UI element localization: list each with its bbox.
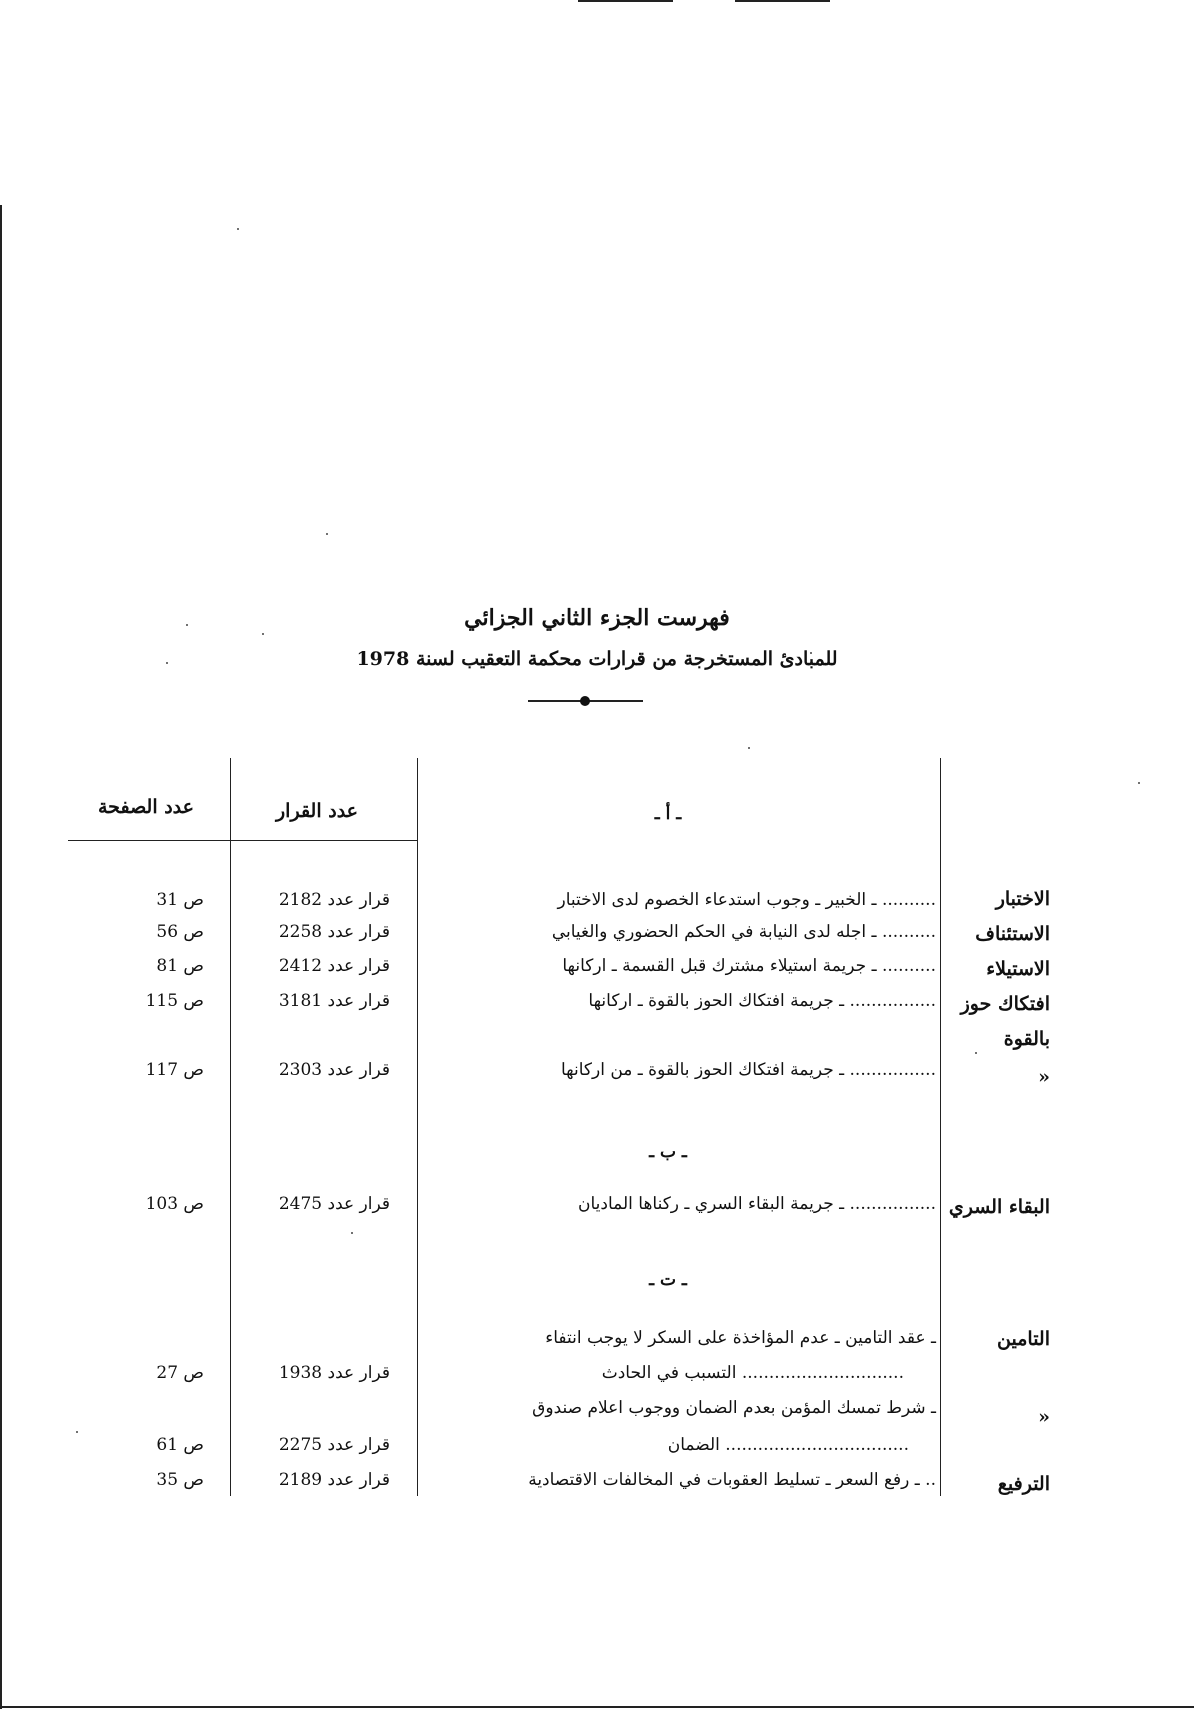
scan-edge-top [578, 0, 673, 2]
entry-subject-continued: الضمان .................................. [667, 1435, 909, 1455]
entry-page: ص 81 [156, 956, 204, 976]
entry-decision: قرار عدد 1938 [278, 1363, 390, 1383]
section-heading-ba: ـ ب ـ [649, 1142, 687, 1162]
entry-page: ص 56 [156, 922, 204, 942]
speck [262, 633, 264, 635]
entry-keyword: الاستيلاء [986, 958, 1050, 980]
entry-subject: ـ جريمة افتكاك الحوز بالقوة ـ من اركانها ................ [560, 1060, 936, 1080]
entry-keyword: الترفيع [997, 1473, 1050, 1495]
entry-decision: قرار عدد 2182 [278, 890, 390, 910]
entry-keyword: » [1038, 1406, 1050, 1428]
entry-decision: قرار عدد 2303 [278, 1060, 390, 1080]
entry-keyword: البقاء السري [948, 1196, 1050, 1218]
speck [76, 1431, 78, 1433]
entry-decision: قرار عدد 2475 [278, 1194, 390, 1214]
page-title: فهرست الجزء الثاني الجزائي [464, 605, 730, 631]
entry-subject: ـ شرط تمسك المؤمن بعدم الضمان ووجوب اعلام صندوق [532, 1398, 936, 1418]
entry-page: ص 31 [156, 890, 204, 910]
entry-page: ص 115 [145, 991, 204, 1011]
entry-keyword: التامين [997, 1328, 1050, 1350]
entry-decision: قرار عدد 2412 [278, 956, 390, 976]
entry-page: ص 61 [156, 1435, 204, 1455]
speck [237, 228, 239, 230]
header-underline [68, 840, 418, 841]
entry-keyword-continued: بالقوة [1003, 1028, 1050, 1050]
section-heading-alif: ـ أ ـ [654, 804, 682, 824]
entry-page: ص 103 [145, 1194, 204, 1214]
entry-subject: ـ جريمة استيلاء مشترك قبل القسمة ـ اركانها .......... [562, 956, 936, 976]
entry-subject: ـ الخبير ـ وجوب استدعاء الخصوم لدى الاختبار .......... [557, 890, 936, 910]
table-rule [230, 758, 231, 1496]
entry-keyword: الاختبار [995, 888, 1050, 910]
scan-edge-bottom [0, 1706, 1194, 1708]
scan-edge-left [0, 205, 2, 1709]
speck [351, 1232, 353, 1234]
entry-page: ص 27 [156, 1363, 204, 1383]
entry-decision: قرار عدد 3181 [278, 991, 390, 1011]
entry-subject: ـ جريمة البقاء السري ـ ركناها الماديان ................ [577, 1194, 936, 1214]
entry-keyword: افتكاك حوز [960, 993, 1050, 1015]
section-heading-ta: ـ ت ـ [649, 1270, 687, 1290]
entry-page: ص 117 [145, 1060, 204, 1080]
entry-decision: قرار عدد 2258 [278, 922, 390, 942]
table-rule [940, 758, 941, 1496]
speck [1138, 782, 1140, 784]
column-header-page: عدد الصفحة [98, 796, 194, 818]
entry-decision: قرار عدد 2189 [278, 1470, 390, 1490]
speck [975, 1052, 977, 1054]
divider-ornament [580, 696, 590, 706]
entry-subject: ـ رفع السعر ـ تسليط العقوبات في المخالفات الاقتصادية .. [528, 1470, 936, 1490]
table-rule [417, 758, 418, 1496]
entry-subject: ـ اجله لدى النيابة في الحكم الحضوري والغيابي .......... [551, 922, 936, 942]
speck [326, 533, 328, 535]
entry-decision: قرار عدد 2275 [278, 1435, 390, 1455]
entry-keyword: الاستئناف [975, 923, 1050, 945]
scan-edge-top [735, 0, 830, 2]
entry-subject-continued: التسبب في الحادث .............................. [601, 1363, 904, 1383]
page-subtitle: للمبادئ المستخرجة من قرارات محكمة التعقيب لسنة 1978 [356, 648, 838, 670]
entry-page: ص 35 [156, 1470, 204, 1490]
entry-subject: ـ عقد التامين ـ عدم المؤاخذة على السكر لا يوجب انتفاء [545, 1328, 936, 1348]
entry-keyword: » [1038, 1066, 1050, 1088]
speck [748, 747, 750, 749]
column-header-decision: عدد القرار [276, 800, 359, 822]
entry-subject: ـ جريمة افتكاك الحوز بالقوة ـ اركانها ................ [588, 991, 936, 1011]
